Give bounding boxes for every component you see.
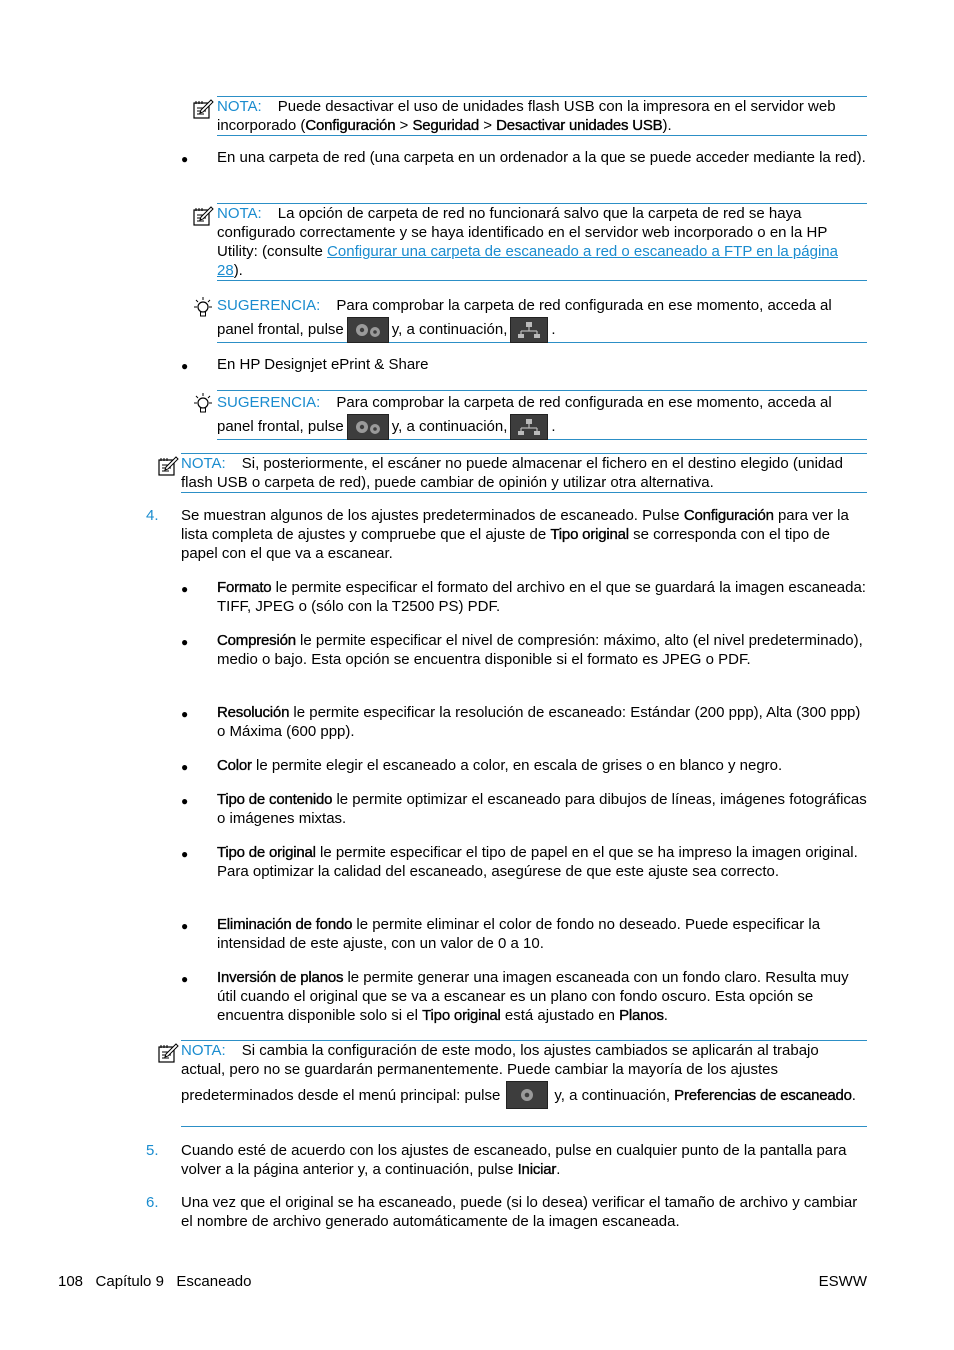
tip-text: y, a continuación, (391, 320, 508, 338)
tip-text: Para comprobar la carpeta de red configurada en ese momento, acceda al panel frontal, pulse (217, 297, 832, 338)
setting-item-eliminacion-fondo (217, 915, 867, 953)
note-label: NOTA: (217, 98, 262, 115)
setting-name: Tipo de original (217, 844, 316, 861)
step-text-part: . (556, 1161, 561, 1178)
note-text: Puede desactivar el uso de unidades flash USB con la impresora en el servidor web incorporado ( (217, 98, 836, 134)
bullet: ● (181, 794, 189, 808)
list-item: En una carpeta de red (una carpeta en un ordenador a la que se puede acceder mediante la red). (217, 149, 866, 166)
setting-name: Inversión de planos (217, 969, 344, 986)
setting-desc: . (663, 1007, 668, 1024)
ui-term-planos: Planos (619, 1007, 664, 1024)
path-separator: > (479, 117, 497, 134)
step-text-part: Cuando esté de acuerdo con los ajustes de escaneado, pulse en cualquier punto de la pantalla para volver a la página anterior y, a continuación, pulse (181, 1142, 847, 1178)
note-end: . (851, 1086, 856, 1104)
bullet: ● (181, 972, 189, 986)
ui-term-preferencias-escaneado: Preferencias de escaneado (674, 1086, 852, 1104)
tip-text: y, a continuación, (391, 417, 508, 435)
ui-term-tipo-original: Tipo original (422, 1007, 501, 1024)
network-icon (510, 317, 548, 343)
setting-item-formato (217, 578, 867, 616)
setting-name: Eliminación de fondo (217, 916, 353, 933)
note-text: y, a continuación, (554, 1086, 670, 1104)
bullet: ● (181, 359, 189, 373)
step-number: 4. (146, 507, 159, 524)
setting-name: Formato (217, 579, 272, 596)
step-number: 5. (146, 1142, 159, 1159)
step-text-part: Se muestran algunos de los ajustes predeterminados de escaneado. Pulse (181, 507, 684, 524)
bullet: ● (181, 919, 189, 933)
setting-item-color (217, 756, 867, 775)
network-icon (510, 414, 548, 440)
step-text (181, 506, 867, 563)
setting-desc: le permite especificar la resolución de escaneado: Estándar (200 ppp), Alta (300 ppp) o Máxima (600 ppp). (217, 704, 861, 740)
settings-gears-icon (347, 317, 389, 343)
setting-desc: le permite elegir el escaneado a color, en escala de grises o en blanco y negro. (251, 757, 783, 774)
note-label: NOTA: (181, 455, 226, 472)
bullet: ● (181, 635, 189, 649)
tip-label: SUGERENCIA: (217, 297, 321, 314)
page-footer-right: ESWW (818, 1273, 867, 1290)
setting-name: Color (217, 757, 252, 774)
setting-desc: le permite especificar el formato del archivo en el que se guardará la imagen escaneada: TIFF, JPEG o (sólo con la T2500 PS) PDF. (217, 579, 866, 615)
list-item: En HP Designjet ePrint & Share (217, 356, 429, 373)
bullet: ● (181, 707, 189, 721)
note-icon (192, 205, 214, 227)
note-icon (192, 98, 214, 120)
setting-name: Tipo de contenido (217, 791, 333, 808)
tip-box (217, 390, 867, 440)
note-box (181, 1040, 867, 1127)
tip-text: Para comprobar la carpeta de red configurada en ese momento, acceda al panel frontal, pulse (217, 394, 832, 435)
setting-item-inversion-planos (217, 968, 867, 1025)
setting-desc: le permite especificar el nivel de compresión: máximo, alto (el nivel predeterminado), medio o bajo. Esta opción se encuentra disponible si el formato es JPEG o PDF. (217, 632, 863, 668)
setting-desc: le permite generar una imagen escaneada con un fondo claro. Resulta muy útil cuando el original que se va a escanear es un plano con fondo oscuro. Esta opción se encuentra disponible solo si el (217, 969, 849, 1024)
note-text: Si, posteriormente, el escáner no puede almacenar el fichero en el destino elegido (unidad flash USB o carpeta de red), puede cambiar de opinión y utilizar otra alternativa. (181, 455, 843, 491)
tip-end: . (551, 320, 556, 338)
tip-icon (192, 392, 214, 416)
setting-item-tipo-original (217, 843, 867, 881)
note-label: NOTA: (217, 205, 262, 222)
bullet: ● (181, 760, 189, 774)
note-end: ). (233, 262, 243, 279)
bullet: ● (181, 582, 189, 596)
note-label: NOTA: (181, 1042, 226, 1059)
tip-icon (192, 296, 214, 320)
tip-label: SUGERENCIA: (217, 394, 321, 411)
note-box (217, 96, 867, 136)
note-text: La opción de carpeta de red no funcionará salvo que la carpeta de red se haya configurado correctamente y se haya identificado en el servidor web incorporado o en la HP Utility: (consulte (217, 205, 828, 260)
note-icon (157, 455, 179, 477)
note-box (217, 203, 867, 281)
note-box (181, 453, 867, 493)
page-link[interactable]: Configurar una carpeta de escaneado a red o escaneado a FTP en la página 28 (217, 243, 838, 279)
bullet: ● (181, 152, 189, 166)
setting-item-compresion (217, 631, 867, 669)
setting-desc: le permite especificar el tipo de papel en el que se ha impreso la imagen original. Para optimizar la calidad del escaneado, asegúrese de que este ajuste sea correcto. (217, 844, 858, 880)
step-text-part: se corresponda con el tipo de papel con el que va a escanear. (181, 526, 830, 562)
page-footer-left: 108 Capítulo 9 Escaneado (58, 1273, 252, 1290)
ui-term-iniciar: Iniciar (517, 1161, 557, 1178)
setting-name: Resolución (217, 704, 290, 721)
note-text: Si cambia la configuración de este modo, los ajustes cambiados se aplicarán al trabajo actual, pero no se guardarán permanentemente. Puede cambiar la mayoría de los ajustes predeterminados desde el menú principal: pulse (181, 1042, 819, 1104)
note-icon (157, 1042, 179, 1064)
setting-desc: le permite optimizar el escaneado para dibujos de líneas, imágenes fotográficas o imágenes mixtas. (217, 791, 867, 827)
step-number: 6. (146, 1194, 159, 1211)
ui-term-configuracion: Configuración (683, 507, 774, 524)
menu-path-seguridad: Seguridad (412, 117, 480, 134)
note-end: ). (662, 117, 672, 134)
step-text (181, 1141, 867, 1179)
ui-term-tipo-original: Tipo original (550, 526, 629, 543)
menu-path-desactivar-usb: Desactivar unidades USB (496, 117, 663, 134)
tip-end: . (551, 417, 556, 435)
step-text-part: para ver la lista completa de ajustes y compruebe que el ajuste de (181, 507, 849, 543)
setting-desc: le permite eliminar el color de fondo no deseado. Puede especificar la intensidad de este ajuste, con un valor de 0 a 10. (217, 916, 821, 952)
setting-item-resolucion (217, 703, 867, 741)
tip-box (217, 294, 867, 343)
setting-desc: está ajustado en (500, 1007, 620, 1024)
settings-gears-icon (347, 414, 389, 440)
step-text: Una vez que el original se ha escaneado, puede (si lo desea) verificar el tamaño de archivo y cambiar el nombre de archivo generado automáticamente de la imagen escaneada. (181, 1194, 858, 1230)
bullet: ● (181, 847, 189, 861)
setting-item-tipo-contenido (217, 790, 867, 828)
setting-name: Compresión (217, 632, 296, 649)
menu-path-configuracion: Configuración (305, 117, 396, 134)
settings-gear-icon (506, 1081, 548, 1109)
path-separator: > (395, 117, 413, 134)
